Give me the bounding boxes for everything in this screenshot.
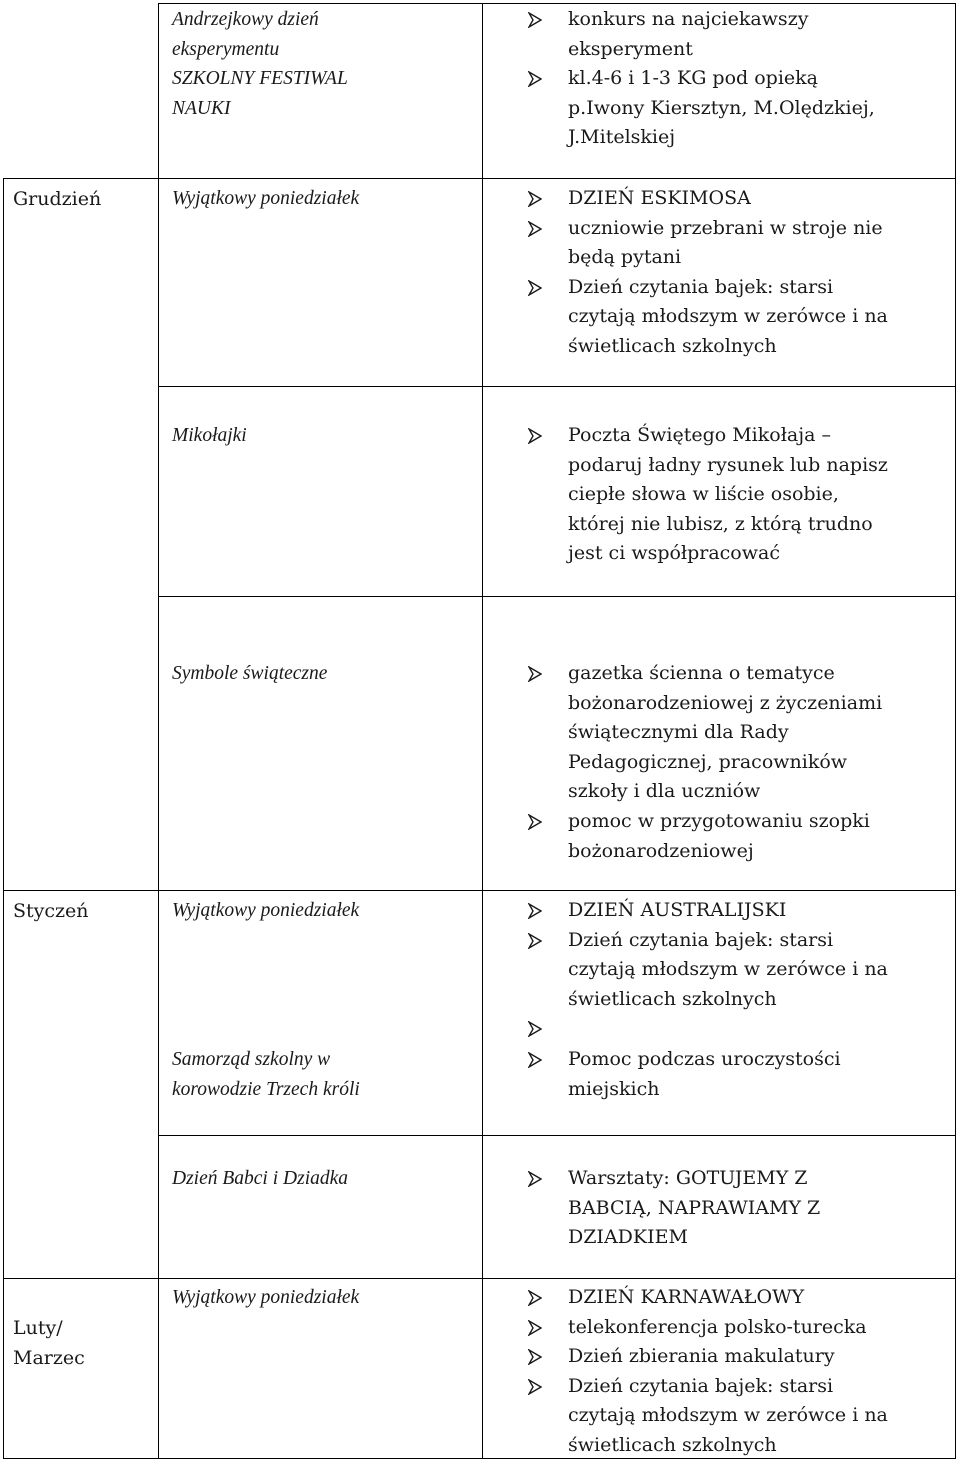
event-name: Andrzejkowy dzień eksperymentu SZKOLNY FESTIWAL NAUKI — [172, 9, 348, 119]
list-item-text: telekonferencja polsko-turecka — [568, 1315, 867, 1338]
list-item — [528, 5, 943, 64]
list-item-text: pomoc w przygotowaniu szopki bożonarodzeniowej — [568, 809, 870, 862]
arrow-bullet-icon — [528, 1320, 542, 1336]
list-item-text: Warsztaty: GOTUJEMY Z BABCIĄ, NAPRAWIAMY Z DZIADKIEM — [568, 1167, 821, 1249]
event-activities-list — [528, 1164, 943, 1253]
list-item — [528, 1164, 943, 1253]
list-item — [528, 926, 943, 1015]
month-label: Luty/ Marzec — [13, 1317, 85, 1369]
list-item — [528, 1342, 943, 1372]
table-border — [158, 596, 956, 597]
list-item-text: Dzień czytania bajek: starsi czytają młodszym w zerówce i na świetlicach szkolnych — [568, 275, 888, 357]
arrow-bullet-icon — [528, 221, 542, 237]
list-item — [528, 421, 943, 569]
table-border — [158, 1135, 956, 1136]
table-border — [3, 178, 4, 1459]
list-item-text: Dzień zbierania makulatury — [568, 1345, 835, 1368]
list-item — [528, 1045, 943, 1104]
event-name: Symbole świąteczne — [172, 663, 328, 684]
arrow-bullet-icon — [528, 1379, 542, 1395]
list-item — [528, 214, 943, 273]
list-item-text: kl.4-6 i 1-3 KG pod opieką p.Iwony Kiersztyn, M.Olędzkiej, J.Mitelskiej — [568, 67, 875, 149]
event-activities-list — [528, 659, 943, 866]
list-item-text: DZIEŃ AUSTRALIJSKI — [568, 899, 787, 921]
arrow-bullet-icon — [528, 666, 542, 682]
arrow-bullet-icon — [528, 1290, 542, 1306]
table-border — [158, 386, 956, 387]
event-name: Dzień Babci i Dziadka — [172, 1168, 349, 1189]
arrow-bullet-icon — [528, 280, 542, 296]
list-item-text: uczniowie przebrani w stroje nie będą pytani — [568, 216, 883, 269]
list-item — [528, 64, 943, 153]
list-item — [528, 807, 943, 866]
list-item — [528, 184, 943, 214]
table-border — [158, 3, 159, 1459]
list-item-text: DZIEŃ ESKIMOSA — [568, 187, 751, 209]
arrow-bullet-icon — [528, 1021, 542, 1037]
arrow-bullet-icon — [528, 428, 542, 444]
list-item — [528, 273, 943, 362]
event-activities-list — [528, 1283, 943, 1461]
arrow-bullet-icon — [528, 1171, 542, 1187]
arrow-bullet-icon — [528, 1052, 542, 1068]
arrow-bullet-icon — [528, 191, 542, 207]
list-item-text: Dzień czytania bajek: starsi czytają młodszym w zerówce i na świetlicach szkolnych — [568, 928, 888, 1010]
arrow-bullet-icon — [528, 12, 542, 28]
event-name: Wyjątkowy poniedziałek — [172, 188, 360, 209]
list-item — [528, 1014, 943, 1044]
event-activities-list — [528, 1045, 943, 1104]
list-item-text: Dzień czytania bajek: starsi czytają młodszym w zerówce i na świetlicach szkolnych — [568, 1374, 888, 1456]
event-name: Wyjątkowy poniedziałek — [172, 1287, 360, 1308]
event-name: Mikołajki — [172, 425, 247, 446]
month-label: Styczeń — [13, 900, 89, 922]
event-activities-list — [528, 896, 943, 1044]
table-border — [158, 3, 956, 4]
list-item — [528, 896, 943, 926]
list-item-text: Poczta Świętego Mikołaja – podaruj ładny rysunek lub napisz ciepłe słowa w liście osobie, której nie lubisz, z którą trudno jest ci współpracować — [568, 424, 888, 565]
table-border — [3, 890, 956, 891]
list-item-text: Pomoc podczas uroczystości miejskich — [568, 1048, 841, 1100]
list-item-text: DZIEŃ KARNAWAŁOWY — [568, 1286, 805, 1308]
list-item — [528, 1313, 943, 1343]
arrow-bullet-icon — [528, 814, 542, 830]
table-border — [3, 1278, 956, 1279]
arrow-bullet-icon — [528, 903, 542, 919]
event-name: Samorząd szkolny w korowodzie Trzech króli — [172, 1049, 360, 1100]
table-border — [955, 3, 956, 1459]
list-item — [528, 1283, 943, 1313]
arrow-bullet-icon — [528, 71, 542, 87]
list-item — [528, 1372, 943, 1461]
arrow-bullet-icon — [528, 1349, 542, 1365]
event-activities-list — [528, 5, 943, 153]
list-item-text: konkurs na najciekawszy eksperyment — [568, 8, 809, 60]
table-border — [482, 3, 483, 1459]
arrow-bullet-icon — [528, 933, 542, 949]
table-border — [3, 178, 956, 179]
list-item-text: gazetka ścienna o tematyce bożonarodzeniowej z życzeniami świątecznymi dla Rady Pedagogicznej, pracowników szkoły i dla uczniów — [568, 662, 883, 803]
month-label: Grudzień — [13, 188, 102, 210]
event-name: Wyjątkowy poniedziałek — [172, 900, 360, 921]
event-activities-list — [528, 184, 943, 362]
event-activities-list — [528, 421, 943, 569]
list-item — [528, 659, 943, 807]
